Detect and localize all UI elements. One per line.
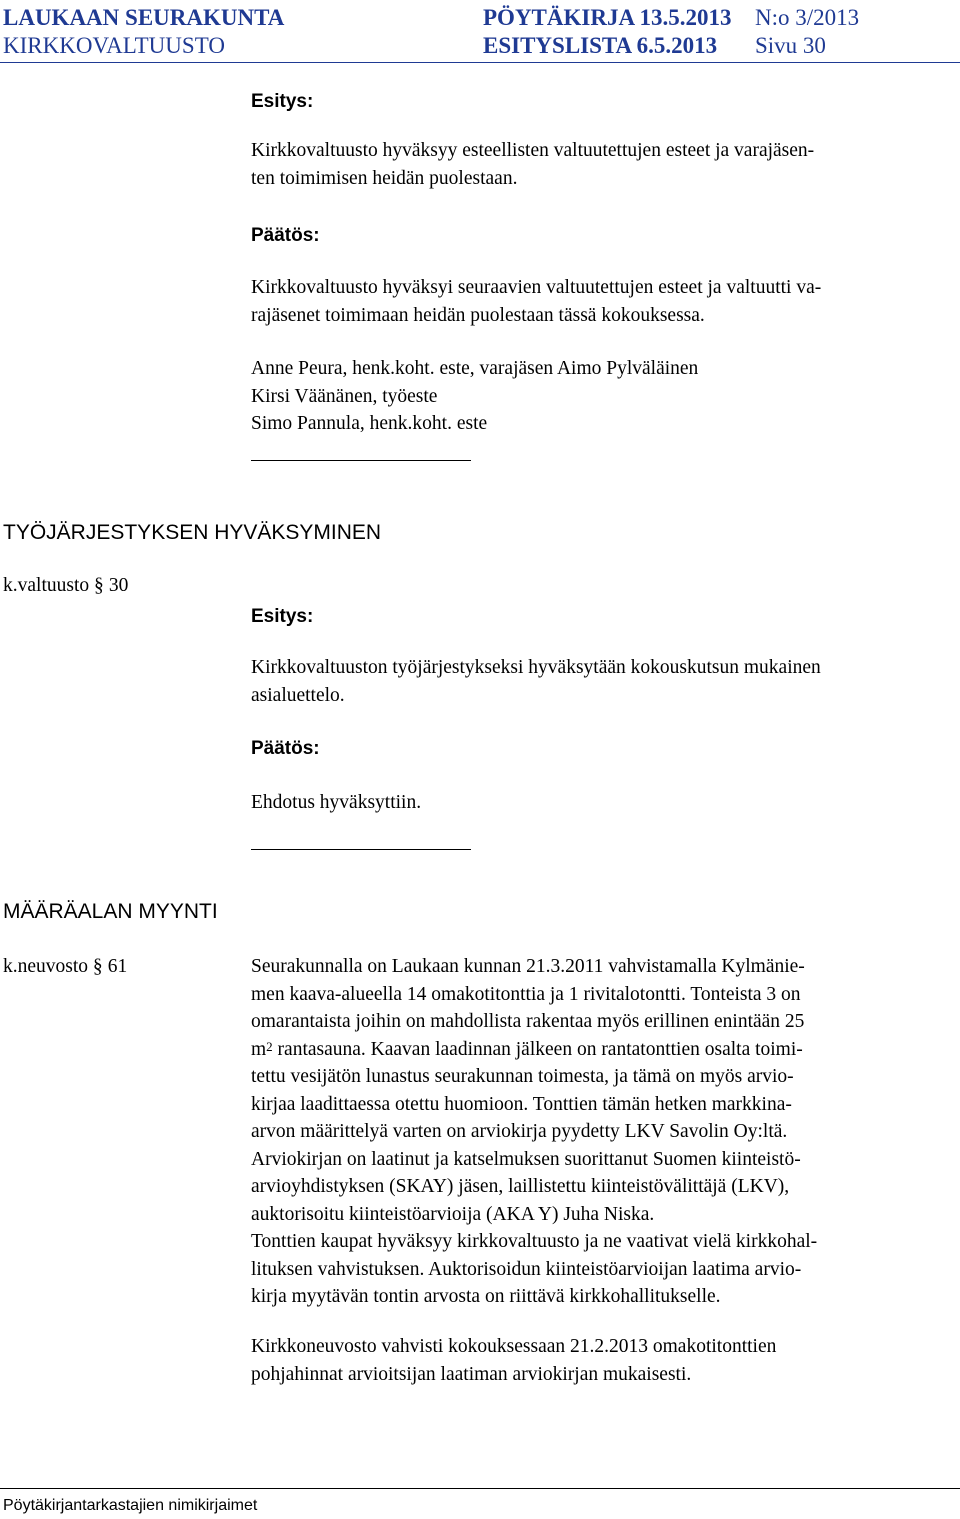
absentee-item: Kirsi Väänänen, työeste bbox=[251, 385, 438, 407]
esitys-label: Esitys: bbox=[251, 91, 314, 112]
body-name: KIRKKOVALTUUSTO bbox=[3, 33, 225, 58]
paatos-label: Päätös: bbox=[251, 738, 320, 759]
document-number: N:o 3/2013 bbox=[755, 5, 860, 30]
paatos-text: Kirkkovaltuusto hyväksyi seuraavien valtuutettujen esteet ja valtuutti va- rajäsenet toimimaan heidän puolestaan tässä kokouksessa. bbox=[251, 277, 822, 326]
section-body: Seurakunnalla on Laukaan kunnan 21.3.2011 vahvistamalla Kylmänie- men kaava-alueella 14 omakotitonttia ja 1 rivitalotontti. Tonteista 3 on omarantaista joihin on mahdollista rakentaa myös erillinen enintään 25 $m^2$ rantasauna. Kaavan laadinnan jälkeen on rantatonttien osalta toimi- tettu vesijätön lunastus seurakunnan toimesta, ja tämä on myös arvio- kirjaa laadittaessa otettu huomioon. Tonttien tämän hetken markkina- arvon määrittelyä varten on arviokirja pyydetty LKV Savolin Oy:ltä. Arviokirjan on laatinut ja katselmuksen suorittanut Suomen kiinteistö- arvioyhdistyksen (SKAY) jäsen, laillistettu kiinteistövälittäjä (LKV), auktorisoitu kiinteistöarvioija (AKA Y) Juha Niska. Tonttien kaupat hyväksyy kirkkovaltuusto ja ne vaativat vielä kirkkohal- lituksen vahvistuksen. Auktorisoidun kiinteistöarvioijan laatima arvio- kirja myytävän tontin arvosta on riittävä kirkkohallitukselle. bbox=[251, 956, 818, 1307]
section-title: MÄÄRÄALAN MYYNTI bbox=[3, 900, 218, 923]
section-body-closing: Kirkkoneuvosto vahvisti kokouksessaan 21.2.2013 omakotitonttien pohjahinnat arvioitsijan laatiman arviokirjan mukaisesti. bbox=[251, 1336, 777, 1385]
separator-rule bbox=[251, 460, 471, 461]
page-number: Sivu 30 bbox=[755, 33, 826, 58]
section-reference: k.valtuusto § 30 bbox=[3, 572, 128, 600]
section-title: TYÖJÄRJESTYKSEN HYVÄKSYMINEN bbox=[3, 521, 382, 544]
esitys-text: Kirkkovaltuuston työjärjestykseksi hyväksytään kokouskutsun mukainen asialuettelo. bbox=[251, 657, 821, 706]
minutes-date: PÖYTÄKIRJA 13.5.2013 bbox=[483, 5, 732, 30]
absentee-item: Simo Pannula, henk.koht. este bbox=[251, 413, 488, 434]
header-rule bbox=[0, 62, 960, 63]
esitys-label: Esitys: bbox=[251, 606, 314, 627]
paatos-label: Päätös: bbox=[251, 225, 320, 246]
paatos-text: Ehdotus hyväksyttiin. bbox=[251, 792, 422, 813]
section-reference: k.neuvosto § 61 bbox=[3, 953, 127, 981]
signatures-label: Pöytäkirjantarkastajien nimikirjaimet bbox=[3, 1497, 258, 1514]
esitys-text: Kirkkovaltuusto hyväksyy esteellisten valtuutettujen esteet ja varajäsen- ten toimimisen heidän puolestaan. bbox=[251, 140, 815, 189]
separator-rule bbox=[251, 849, 471, 850]
absentee-item: Anne Peura, henk.koht. este, varajäsen Aimo Pylväläinen bbox=[251, 358, 699, 379]
absentee-list bbox=[251, 355, 698, 438]
org-name: LAUKAAN SEURAKUNTA bbox=[3, 5, 285, 30]
section-sign-icon: § bbox=[92, 956, 103, 977]
section-sign-icon: § bbox=[94, 575, 104, 596]
footer-rule bbox=[0, 1488, 960, 1489]
agenda-date: ESITYSLISTA 6.5.2013 bbox=[483, 33, 718, 58]
